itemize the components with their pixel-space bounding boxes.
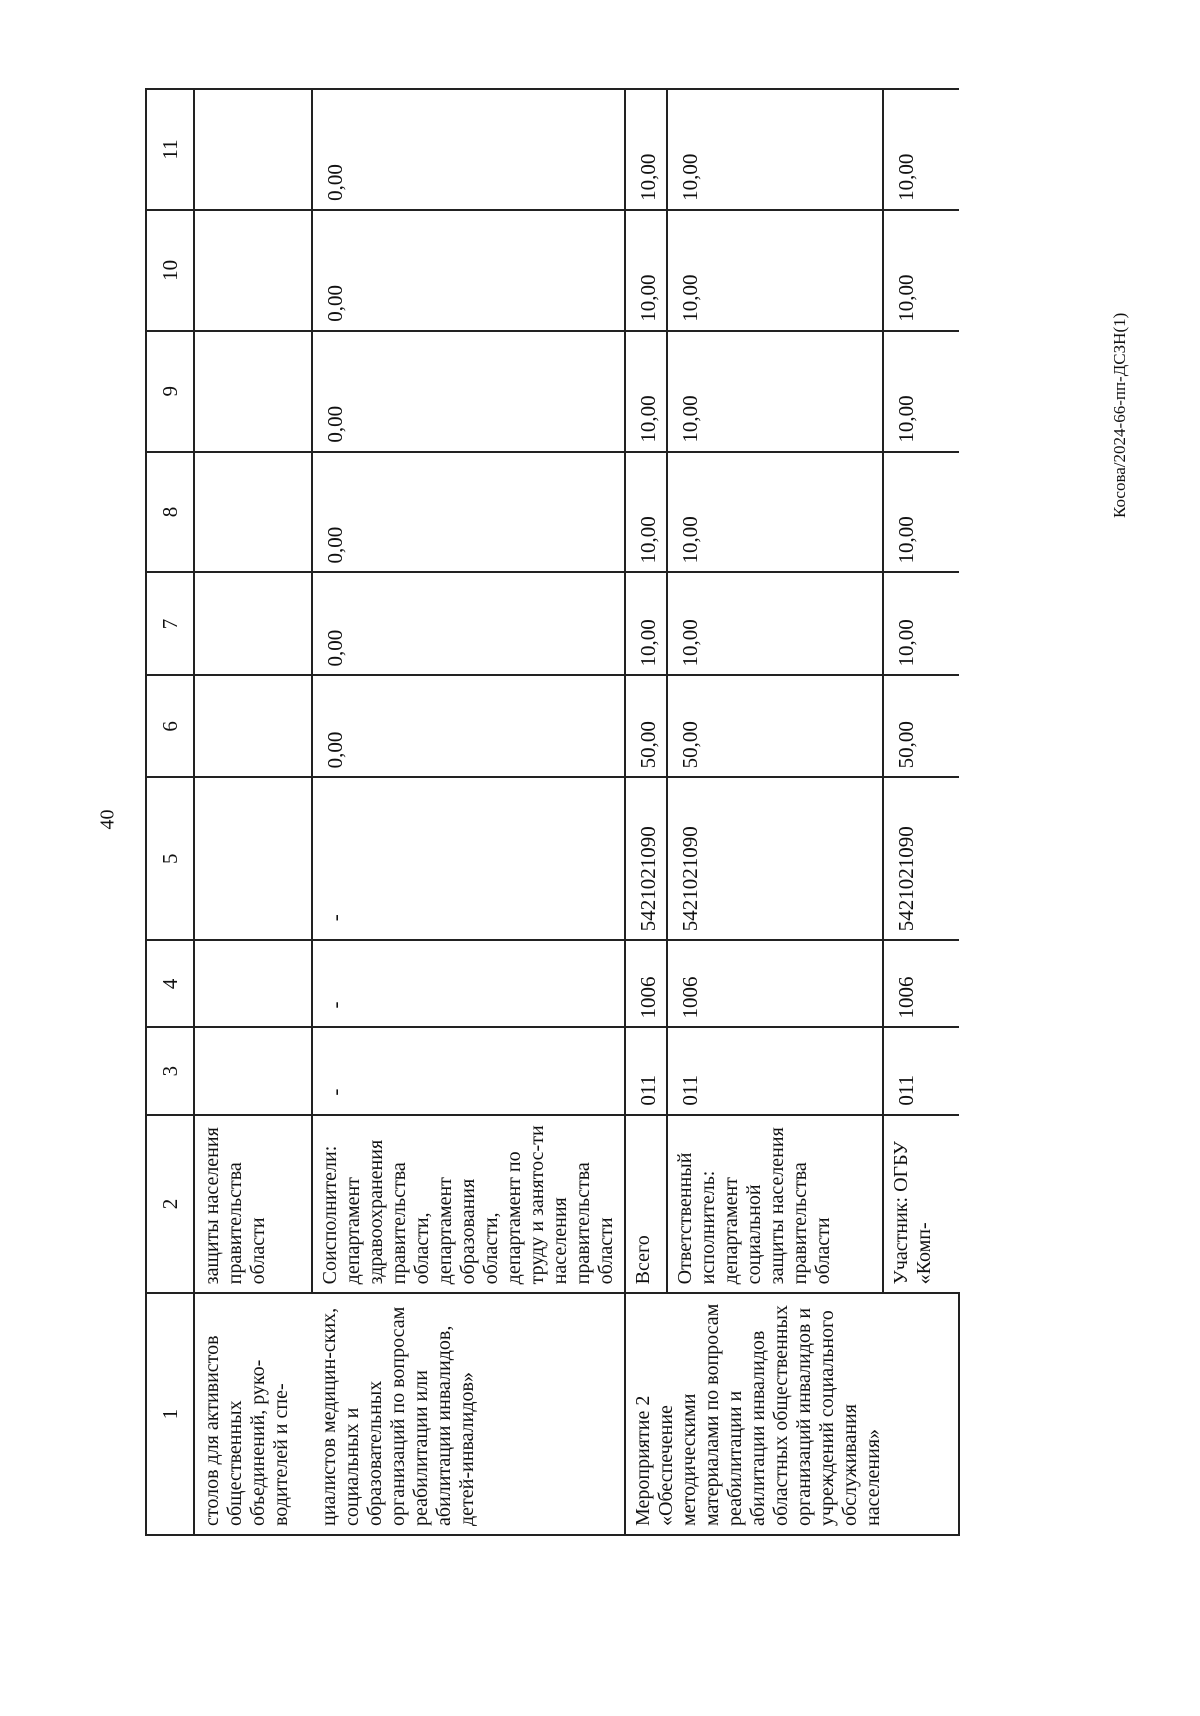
year-cell: 0,00 — [312, 452, 625, 573]
csr-cell: - — [312, 777, 625, 940]
header-row — [146, 89, 194, 1535]
year-cell — [194, 572, 312, 675]
executor-cell: Участник: ОГБУ «Комп- — [883, 1115, 959, 1294]
table-frame — [145, 88, 1100, 1536]
event-name-cell: Мероприятие 2 «Обеспечение методическими материалами по вопросам реабилитации и абилитации инвалидов областных общественных организаций инвалидов и учреждений социального обслуживания населения» — [625, 1293, 959, 1535]
header-cell-9: 9 — [146, 331, 194, 452]
year-cell: 0,00 — [312, 210, 625, 331]
table-row — [625, 89, 667, 1535]
year-cell: 10,00 — [667, 572, 883, 675]
year-cell: 10,00 — [625, 89, 667, 210]
rzpr-cell: - — [312, 940, 625, 1027]
event-name-cell: циалистов медицин-ских, социальных и образовательных организаций по вопросам реабилитации или абилитации инвалидов, детей-инвалидов» — [312, 1293, 625, 1535]
executor-cell: Соисполнители: департамент здравоохранения правительства области, департамент образования области, департамент по труду и занятос-ти населения правительства области — [312, 1115, 625, 1294]
year-cell: 10,00 — [883, 572, 959, 675]
year-cell: 0,00 — [312, 572, 625, 675]
grbs-cell — [194, 1027, 312, 1114]
executor-cell: Ответственный исполнитель: департамент социальной защиты населения правительства области — [667, 1115, 883, 1294]
header-cell-3: 3 — [146, 1027, 194, 1114]
year-cell: 10,00 — [625, 210, 667, 331]
budget-table — [145, 88, 960, 1536]
event-name-cell: столов для активистов общественных объединений, руко-водителей и спе- — [194, 1293, 312, 1535]
header-cell-1: 1 — [146, 1293, 194, 1535]
year-cell — [194, 331, 312, 452]
page-number: 40 — [96, 809, 119, 830]
table-row — [312, 89, 625, 1535]
rzpr-cell: 1006 — [625, 940, 667, 1027]
total-cell: 50,00 — [625, 675, 667, 777]
grbs-cell: 011 — [667, 1027, 883, 1114]
executor-cell: защиты населения правительства области — [194, 1115, 312, 1294]
total-cell: 50,00 — [883, 675, 959, 777]
header-cell-10: 10 — [146, 210, 194, 331]
rzpr-cell: 1006 — [883, 940, 959, 1027]
total-cell — [194, 675, 312, 777]
header-cell-11: 11 — [146, 89, 194, 210]
document-code: Косова/2024-66-пп-ДСЗН(1) — [1110, 312, 1129, 518]
year-cell: 10,00 — [883, 452, 959, 573]
year-cell: 10,00 — [667, 452, 883, 573]
header-cell-7: 7 — [146, 572, 194, 675]
csr-cell: 5421021090 — [667, 777, 883, 940]
rzpr-cell: 1006 — [667, 940, 883, 1027]
year-cell: 10,00 — [883, 89, 959, 210]
year-cell: 10,00 — [625, 331, 667, 452]
executor-cell: Всего — [625, 1115, 667, 1294]
year-cell: 10,00 — [667, 89, 883, 210]
grbs-cell: 011 — [883, 1027, 959, 1114]
header-cell-6: 6 — [146, 675, 194, 777]
year-cell: 10,00 — [667, 210, 883, 331]
year-cell — [194, 452, 312, 573]
year-cell: 0,00 — [312, 331, 625, 452]
grbs-cell: 011 — [625, 1027, 667, 1114]
header-cell-5: 5 — [146, 777, 194, 940]
csr-cell: 5421021090 — [883, 777, 959, 940]
header-cell-4: 4 — [146, 940, 194, 1027]
table-row — [194, 89, 312, 1535]
rzpr-cell — [194, 940, 312, 1027]
year-cell: 10,00 — [625, 572, 667, 675]
year-cell: 0,00 — [312, 89, 625, 210]
year-cell — [194, 89, 312, 210]
year-cell: 10,00 — [883, 331, 959, 452]
total-cell: 0,00 — [312, 675, 625, 777]
header-cell-8: 8 — [146, 452, 194, 573]
year-cell: 10,00 — [883, 210, 959, 331]
year-cell: 10,00 — [667, 331, 883, 452]
rotated-table-container — [145, 88, 1100, 1536]
grbs-cell: - — [312, 1027, 625, 1114]
year-cell: 10,00 — [625, 452, 667, 573]
csr-cell: 5421021090 — [625, 777, 667, 940]
year-cell — [194, 210, 312, 331]
total-cell: 50,00 — [667, 675, 883, 777]
header-cell-2: 2 — [146, 1115, 194, 1294]
csr-cell — [194, 777, 312, 940]
